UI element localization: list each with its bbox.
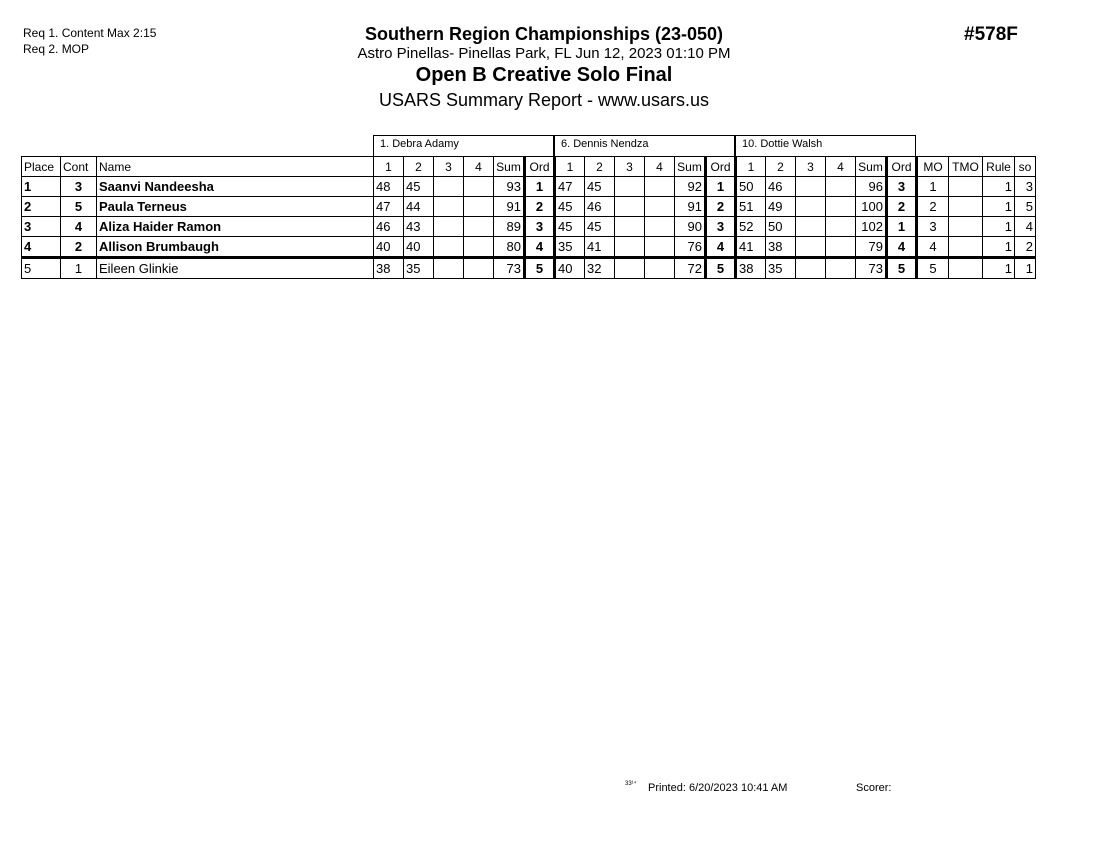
venue-date: Astro Pinellas- Pinellas Park, FL Jun 12, 2023 01:10 PM [357,45,731,62]
j1-sum-header: Sum [494,157,525,177]
skater-name-cell: Eileen Glinkie [97,258,374,279]
j1-score-4-cell [464,258,494,279]
j1-score-4-cell [464,177,494,197]
j3-score-1-cell: 52 [736,217,766,237]
j2-score-4-cell [645,258,675,279]
tmo-header: TMO [949,157,983,177]
j1-score4-header: 4 [464,157,494,177]
j3-ordinal-cell: 2 [887,197,917,217]
j2-score-4-cell [645,237,675,258]
j2-score2-header: 2 [585,157,615,177]
j2-score-4-cell [645,177,675,197]
rule-cell: 1 [983,177,1015,197]
tmo-cell [949,177,983,197]
rule-cell: 1 [983,197,1015,217]
so-cell: 2 [1015,237,1036,258]
j2-score1-header: 1 [555,157,585,177]
j1-ordinal-cell: 2 [525,197,555,217]
so-cell: 1 [1015,258,1036,279]
j3-sum-cell: 102 [856,217,887,237]
mo-cell: 2 [917,197,949,217]
mo-header: MO [917,157,949,177]
j1-score3-header: 3 [434,157,464,177]
j2-score-3-cell [615,237,645,258]
j2-score-3-cell [615,177,645,197]
j3-score-1-cell: 50 [736,177,766,197]
header-row [22,157,1036,177]
table-row [22,197,1036,217]
contestant-number-cell: 4 [61,217,97,237]
place-cell: 3 [22,217,61,237]
j1-score2-header: 2 [404,157,434,177]
j1-ord-header: Ord [525,157,555,177]
skater-name-cell: Paula Terneus [97,197,374,217]
j3-ord-header: Ord [887,157,917,177]
requirement-1: Req 1. Content Max 2:15 [23,26,157,40]
j3-score-4-cell [826,217,856,237]
mo-cell: 4 [917,237,949,258]
j1-sum-cell: 73 [494,258,525,279]
j3-ordinal-cell: 1 [887,217,917,237]
table-row [22,258,1036,279]
j2-score3-header: 3 [615,157,645,177]
j1-score1-header: 1 [374,157,404,177]
j3-score-1-cell: 38 [736,258,766,279]
j1-score-3-cell [434,258,464,279]
so-header: so [1015,157,1036,177]
j2-score-2-cell: 32 [585,258,615,279]
j2-sum-header: Sum [675,157,706,177]
place-header: Place [22,157,61,177]
j3-sum-cell: 73 [856,258,887,279]
j2-score-1-cell: 45 [555,197,585,217]
j1-sum-cell: 89 [494,217,525,237]
j1-ordinal-cell: 3 [525,217,555,237]
j1-score-4-cell [464,197,494,217]
j2-score-4-cell [645,197,675,217]
printed-timestamp: Printed: 6/20/2023 10:41 AM [648,782,788,794]
j3-score-3-cell [796,217,826,237]
j3-sum-cell: 79 [856,237,887,258]
j1-score-2-cell: 45 [404,177,434,197]
event-name: Open B Creative Solo Final [415,64,673,86]
rule-cell: 1 [983,237,1015,258]
j1-sum-cell: 91 [494,197,525,217]
j2-score-4-cell [645,217,675,237]
j1-score-1-cell: 40 [374,237,404,258]
contestant-number-cell: 3 [61,177,97,197]
j1-ordinal-cell: 4 [525,237,555,258]
j2-score4-header: 4 [645,157,675,177]
j2-score-1-cell: 40 [555,258,585,279]
j1-score-2-cell: 40 [404,237,434,258]
j3-score-1-cell: 41 [736,237,766,258]
j1-score-3-cell [434,177,464,197]
j1-score-2-cell: 35 [404,258,434,279]
j2-sum-cell: 76 [675,237,706,258]
j1-score-3-cell [434,237,464,258]
j2-score-3-cell [615,197,645,217]
j1-score-2-cell: 44 [404,197,434,217]
competition-title: Southern Region Championships (23-050) [364,24,724,44]
table-row [22,177,1036,197]
j2-score-2-cell: 41 [585,237,615,258]
j2-ordinal-cell: 1 [706,177,736,197]
skater-name-cell: Allison Brumbaugh [97,237,374,258]
j3-score4-header: 4 [826,157,856,177]
tmo-cell [949,217,983,237]
j2-sum-cell: 72 [675,258,706,279]
j3-score2-header: 2 [766,157,796,177]
mo-cell: 1 [917,177,949,197]
table-row [22,237,1036,258]
j3-score-3-cell [796,197,826,217]
so-cell: 3 [1015,177,1036,197]
skater-name-cell: Saanvi Nandeesha [97,177,374,197]
page-mark: 33¹⁴ [625,781,637,787]
place-cell: 5 [22,258,61,279]
j3-score-3-cell [796,177,826,197]
j2-score-1-cell: 35 [555,237,585,258]
j3-sum-cell: 100 [856,197,887,217]
so-cell: 4 [1015,217,1036,237]
place-cell: 2 [22,197,61,217]
j3-score-2-cell: 38 [766,237,796,258]
event-code: #578F [964,24,1018,45]
tmo-cell [949,237,983,258]
j3-score-2-cell: 50 [766,217,796,237]
rule-header: Rule [983,157,1015,177]
j1-score-3-cell [434,197,464,217]
j3-score-4-cell [826,197,856,217]
j2-score-3-cell [615,217,645,237]
report-title: USARS Summary Report - www.usars.us [378,90,710,110]
j3-score-2-cell: 35 [766,258,796,279]
j1-ordinal-cell: 1 [525,177,555,197]
requirement-2: Req 2. MOP [23,42,90,56]
j3-score-2-cell: 46 [766,177,796,197]
j3-ordinal-cell: 4 [887,237,917,258]
table-row [22,217,1036,237]
j1-score-1-cell: 46 [374,217,404,237]
j1-sum-cell: 80 [494,237,525,258]
contestant-number-cell: 2 [61,237,97,258]
j2-ordinal-cell: 2 [706,197,736,217]
j2-ordinal-cell: 5 [706,258,736,279]
j3-score-4-cell [826,177,856,197]
place-cell: 1 [22,177,61,197]
name-header: Name [97,157,374,177]
rule-cell: 1 [983,258,1015,279]
j3-score1-header: 1 [736,157,766,177]
j3-score-4-cell [826,237,856,258]
j1-score-1-cell: 48 [374,177,404,197]
j3-score-3-cell [796,237,826,258]
j1-score-4-cell [464,237,494,258]
contestant-number-cell: 1 [61,258,97,279]
tmo-cell [949,258,983,279]
rule-cell: 1 [983,217,1015,237]
j2-score-1-cell: 47 [555,177,585,197]
mo-cell: 5 [917,258,949,279]
j3-sum-header: Sum [856,157,887,177]
j2-ord-header: Ord [706,157,736,177]
scorer-label: Scorer: [856,782,892,794]
j2-score-2-cell: 46 [585,197,615,217]
j2-sum-cell: 90 [675,217,706,237]
j2-sum-cell: 92 [675,177,706,197]
skater-name-cell: Aliza Haider Ramon [97,217,374,237]
j3-ordinal-cell: 3 [887,177,917,197]
j1-score-3-cell [434,217,464,237]
mo-cell: 3 [917,217,949,237]
j1-ordinal-cell: 5 [525,258,555,279]
results-table [21,156,1036,279]
place-cell: 4 [22,237,61,258]
judge-3-header: 10. Dottie Walsh [735,135,916,156]
judge-1-header: 1. Debra Adamy [373,135,554,156]
so-cell: 5 [1015,197,1036,217]
j3-score-1-cell: 51 [736,197,766,217]
j3-score-4-cell [826,258,856,279]
j3-score3-header: 3 [796,157,826,177]
j3-ordinal-cell: 5 [887,258,917,279]
j2-sum-cell: 91 [675,197,706,217]
j2-score-2-cell: 45 [585,177,615,197]
tmo-cell [949,197,983,217]
j3-score-3-cell [796,258,826,279]
j1-score-1-cell: 47 [374,197,404,217]
j2-score-3-cell [615,258,645,279]
j2-score-2-cell: 45 [585,217,615,237]
contestant-number-cell: 5 [61,197,97,217]
j1-score-1-cell: 38 [374,258,404,279]
judge-2-header: 6. Dennis Nendza [554,135,735,156]
j2-score-1-cell: 45 [555,217,585,237]
j3-score-2-cell: 49 [766,197,796,217]
j3-sum-cell: 96 [856,177,887,197]
j1-score-2-cell: 43 [404,217,434,237]
j2-ordinal-cell: 4 [706,237,736,258]
j1-score-4-cell [464,217,494,237]
cont-header: Cont [61,157,97,177]
j2-ordinal-cell: 3 [706,217,736,237]
j1-sum-cell: 93 [494,177,525,197]
